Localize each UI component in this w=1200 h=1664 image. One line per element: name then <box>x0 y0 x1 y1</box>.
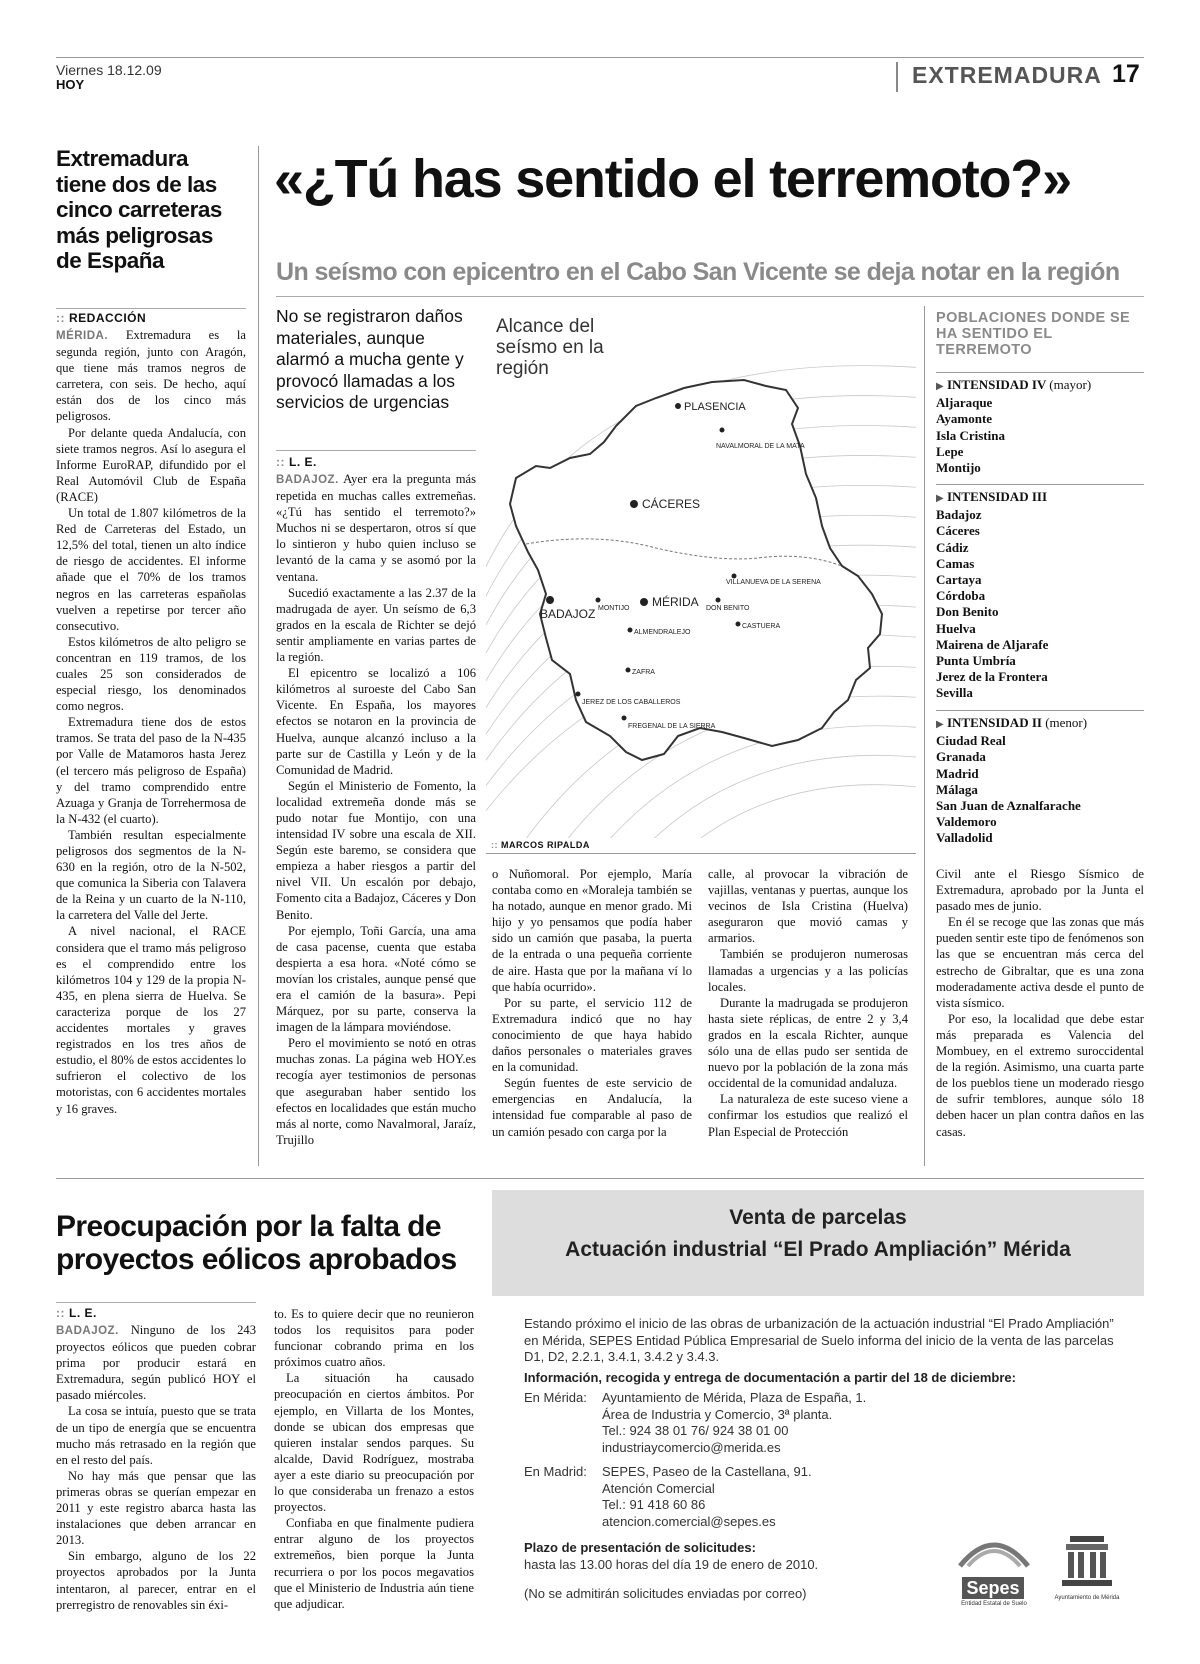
byline-rule <box>56 308 246 309</box>
map-label-jerez: JEREZ DE LOS CABALLEROS <box>582 699 681 706</box>
sepes-logo-icon <box>954 1532 1034 1572</box>
sepes-logo-text: Sepes <box>962 1577 1024 1599</box>
list-item: Aljaraque <box>936 395 993 411</box>
main-body-col4: Civil ante el Riesgo Sísmico de Extremadura, aprobado por la Junta el pasado mes de junio. En él se recoge que las zonas que más pueden sentir este tipo de fenómenos son las que se encuentran más cerca del estrecho de Gibraltar, que es una zona moderadamente activa desde el punto de vista sísmico. Por eso, la localidad que debe estar más preparada es Valencia del Mombuey, en el extremo suroccidental de la región. Asimismo, una cuarta parte de los pueblos tiene un moderado riesgo de sufrir temblores, aunque sólo 18 deben hacer un plan contra daños en las casas. <box>936 867 1144 1139</box>
bottom-article-city: BADAJOZ. <box>56 1325 119 1337</box>
page-number: 17 <box>1112 60 1140 88</box>
byline-rule <box>276 450 476 451</box>
map-label-donbenito: DON BENITO <box>706 605 750 612</box>
city-dot-navalmoral <box>720 428 725 433</box>
ad-intro: Estando próximo el inicio de las obras de urbanización de la actuación industrial “El Prado Ampliación” en Mérida, SEPES Entidad Pública Empresarial de Suelo informa del inicio de la venta de las parcelas D1, D2, 2.2.1, 3.4.1, 3.4.2 y 3.4.3. <box>524 1316 1114 1364</box>
bottom-article-col2: to. Es to quiere decir que no reunieron todos los requisitos para poder funcionar cobrando prima en los próximos cuatro años. La situación ha causado preocupación en ciertos ámbitos. Por ejemplo, en Villarta de los Montes, donde se ubican dos empresas que quieren instalar sendos parques. Su alcalde, David Rodríguez, mostraba ayer a este diario su preocupación por lo que consideraba un frenazo a estos proyectos. Confiaba en que finalmente pudiera entrar alguno de los proyectos extremeños, bien porque la Junta recurriera o por los pocos megavatios que el Ministerio de Industria aún tiene que adjudicar. <box>274 1307 474 1611</box>
list-item: Ayamonte <box>936 411 993 427</box>
bottom-article-col1: BADAJOZ. Ninguno de los 243 proyectos eólicos que pueden cobrar prima por producir estará en Extremadura, según publicó HOY el pasado miércoles. La cosa se intuía, puesto que se trata de un tipo de energía que se encuentra mucho más retrasado en la región que en el resto del país. No hay más que pensar que las primeras obras se querían empezar en 2011 y este registro abarca hasta las instalaciones que deben arrancar en 2013. Sin embargo, alguno de los 22 proyectos aprobados por la Junta intentaron, al parecer, entrar en el prerregistro de renovables sin éxi- <box>56 1323 256 1612</box>
intensity-group-ii: ▶ INTENSIDAD II (menor) Ciudad Real Granada Madrid Málaga San Juan de Aznalfarache Valdemoro Valladolid <box>936 710 1144 847</box>
ad-madrid-label: En Madrid: <box>524 1464 587 1479</box>
map-label-fregenal: FREGENAL DE LA SIERRA <box>628 723 716 730</box>
list-item: Cáceres <box>936 523 980 539</box>
main-deck: No se registraron daños materiales, aunque alarmó a mucha gente y provocó llamadas a los servicios de urgencias <box>276 306 464 412</box>
main-city: BADAJOZ. <box>276 474 339 486</box>
triangle-icon: ▶ <box>936 719 944 730</box>
sepes-logo <box>954 1532 1034 1612</box>
intensity-group-iii: ▶ INTENSIDAD III Badajoz Cáceres Cádiz Camas Cartaya Córdoba Don Benito Huelva Mairena de Aljarafe Punta Umbría Jerez de la Frontera Sevilla <box>936 484 1144 702</box>
populations-title: POBLACIONES DONDE SE HA SENTIDO EL TERREMOTO <box>936 310 1131 358</box>
list-item: Isla Cristina <box>936 427 1005 443</box>
main-body-col2: o Nuñomoral. Por ejemplo, María contaba como en «Moraleja también se ha notado, aunque en menor grado. Mi hijo y yo pensamos que podía haber sido un camión que pasaba, la puerta de la entrada o una pequeña corriente de aire. Hasta que por la mañana ví lo que había ocurrido». Por su parte, el servicio 112 de Extremadura indicó que no hay conocimiento de que haya habido daños personales o materiales graves en la comunidad. Según fuentes de este servicio de emergencias en Andalucía, la intensidad fue comparable al paso de un camión pesado con carga por la <box>492 867 692 1139</box>
newspaper-name: HOY <box>56 77 85 92</box>
merida-council-caption: Ayuntamiento de Mérida <box>1054 1595 1120 1601</box>
column-rule <box>258 146 259 1166</box>
list-item: Montijo <box>936 460 981 476</box>
city-dot-montijo <box>596 598 601 603</box>
main-body-col1: BADAJOZ. Ayer era la pregunta más repetida en muchas calles extremeñas. «¿Tú has sentido el terremoto?» Muchos ni se despertaron, otros sí que lo sintieron y hubo quien incluso se levantó de la cama y se asomó por la ventana. Sucedió exactamente a las 2.37 de la madrugada de ayer. Un seísmo de 6,3 grados en la escala de Richter se dejó sentir ampliamente en varias partes de la región. El epicentro se localizó a 106 kilómetros al suroeste del Cabo San Vicente. En España, los mayores efectos se notaron en la provincia de Huelva, aunque alcanzó incluso a la parte sur de Castilla y León y de la Comunidad de Madrid. Según el Ministerio de Fomento, la localidad extremeña donde más se pudo notar fue Montijo, con una intensidad IV sobre una escala de XII. Según este baremo, se considera que empieza a haber riesgos a partir del nivel VII. Un escalón por debajo, Fomento cita a Badajoz, Cáceres y Don Benito. Por ejemplo, Toñi García, una ama de casa pacense, cuenta que estaba despierta a esa hora. «Noté cómo se movían los cristales, aunque pensé que era el camión de la basura». Pepi Márquez, por su parte, conserva la imagen de la lámpara moviéndose. Pero el movimiento se notó en otras muchas zonas. La página web HOY.es recogía ayer testimonios de personas que aseguraban haber sentido los efectos en localidades que están mucho más al norte, como Navalmoral, Jaraíz, Trujillo <box>276 472 476 1147</box>
list-item: Jerez de la Frontera <box>936 669 1048 685</box>
list-item: Granada <box>936 749 986 765</box>
map-credit: :: MARCOS RIPALDA <box>491 840 590 850</box>
city-dot-zafra <box>626 668 631 673</box>
list-item: Cartaya <box>936 572 982 588</box>
map-label-navalmoral: NAVALMORAL DE LA MATA <box>716 443 805 450</box>
map-label-badajoz: BADAJOZ <box>540 607 596 621</box>
map-label-plasencia: PLASENCIA <box>684 401 746 413</box>
city-dot-castuera <box>736 622 741 627</box>
map-label-almendralejo: ALMENDRALEJO <box>634 629 691 636</box>
ad-merida-email[interactable]: industriaycomercio@merida.es <box>602 1439 781 1455</box>
ad-deadline: hasta las 13.00 horas del día 19 de enero de 2010. <box>524 1557 819 1572</box>
list-item: Huelva <box>936 620 976 636</box>
list-item: Mairena de Aljarafe <box>936 636 1049 652</box>
map-label-merida: MÉRIDA <box>652 595 699 609</box>
earthquake-map <box>486 308 916 854</box>
extremadura-map-graphic <box>486 308 916 854</box>
bottom-article-headline: Preocupación por la falta de proyectos eólicos aprobados <box>56 1210 457 1276</box>
list-item: Punta Umbría <box>936 653 1016 669</box>
city-dot-merida <box>640 598 648 606</box>
map-label-castuera: CASTUERA <box>742 623 781 630</box>
map-label-zafra: ZAFRA <box>632 669 655 676</box>
list-item: Badajoz <box>936 507 982 523</box>
list-item: Córdoba <box>936 588 986 604</box>
list-item: Valdemoro <box>936 814 997 830</box>
ad-madrid-address: SEPES, Paseo de la Castellana, 91. Atención Comercial Tel.: 91 418 60 86 atencion.comercial@sepes.es <box>602 1464 1002 1530</box>
extremadura-outline <box>510 380 882 760</box>
merida-council-logo <box>1052 1532 1122 1612</box>
list-item: Madrid <box>936 765 979 781</box>
section-name: EXTREMADURA <box>912 62 1102 88</box>
main-subheadline: Un seísmo con epicentro en el Cabo San Vicente se deja notar en la región <box>276 258 1120 286</box>
triangle-icon: ▶ <box>936 493 944 504</box>
intensity-group-iv: ▶ INTENSIDAD IV (mayor) Aljaraque Ayamonte Isla Cristina Lepe Montijo <box>936 372 1144 476</box>
side-article-headline: Extremadura tiene dos de las cinco carreteras más peligrosas de España <box>56 146 222 273</box>
city-dot-badajoz <box>546 596 554 604</box>
header-rule <box>56 57 1144 58</box>
ad-subtitle: Actuación industrial “El Prado Ampliación” Mérida <box>565 1238 1071 1261</box>
main-headline: «¿Tú has sentido el terremoto?» <box>274 149 1071 209</box>
city-dot-jerez <box>576 692 581 697</box>
map-title: Alcance del seísmo en la región <box>496 316 604 379</box>
list-item: San Juan de Aznalfarache <box>936 798 1081 814</box>
list-item: Málaga <box>936 781 978 797</box>
city-dot-fregenal <box>622 716 627 721</box>
city-dot-donbenito <box>716 598 721 603</box>
list-item: Sevilla <box>936 685 973 701</box>
list-item: Cádiz <box>936 539 969 555</box>
city-dot-plasencia <box>675 403 681 409</box>
ad-info-heading: Información, recogida y entrega de documentación a partir del 18 de diciembre: <box>524 1370 1016 1385</box>
city-dot-almendralejo <box>628 628 633 633</box>
list-item: Camas <box>936 555 975 571</box>
city-dot-caceres <box>630 500 638 508</box>
merida-crest-icon <box>1052 1532 1122 1590</box>
list-item: Lepe <box>936 443 964 459</box>
list-item: Valladolid <box>936 830 993 846</box>
ad-title: Venta de parcelas <box>729 1206 907 1229</box>
triangle-icon: ▶ <box>936 381 944 392</box>
side-article-byline: :: REDACCIÓN <box>56 311 147 325</box>
header-separator <box>896 62 898 92</box>
sepes-logo-caption: Entidad Estatal de Suelo <box>961 1601 1027 1607</box>
ad-merida-label: En Mérida: <box>524 1390 587 1405</box>
byline-rule <box>56 1302 256 1303</box>
side-article-body: MÉRIDA. Extremadura es la segunda región, junto con Aragón, que tiene más tramos negros de carretera, con seis. De hecho, aquí están dos de los cinco más peligrosos. Por delante queda Andalucía, con siete tramos negros. Así lo asegura el Informe EuroRAP, difundido por el Real Automóvil Club de España (RACE) Un total de 1.807 kilómetros de la Red de Carreteras del Estado, un 12,5% del total, tienen un alto índice de riesgo de accidentes. El informe añade que el 70% de los tramos negros en las carreteras españolas vuelven a repetirse por tercer año consecutivo. Estos kilómetros de alto peligro se concentran en 119 tramos, de los cuales 25 son considerados de especial riesgo, los denominados como negros. Extremadura tiene dos de estos tramos. Se trata del paso de la N-435 por Valle de Matamoros hasta Jerez (el tercero más peligroso de España) y del tramo comprendido entre Azuaga y Granja de Torrehermosa de la N-432 (el cuarto). También resultan especialmente peligrosos dos segmentos de la N-630 en la región, otro de la N-502, que comunica la Siberia con Talavera de la Reina y un cuarto de la N-110, la carretera del Valle del Jerte. A nivel nacional, el RACE considera que el tramo más peligroso es el comprendido entre los kilómetros 104 y 129 de la propia N-435, en plena sierra de Huelva. Se caracteriza porque de los 27 accidentes mortales y graves registrados en los tres años de estudio, el 80% de estos accidentes lo sufrieron el colectivo de los motoristas, con 6 accidentes mortales y 16 graves. <box>56 328 246 1116</box>
main-body-col3: calle, al provocar la vibración de vajillas, ventanas y puertas, aunque los vecinos de Isla Cristina (Huelva) aseguraron que movió camas y armarios. También se produjeron numerosas llamadas a urgencias y a las policías locales. Durante la madrugada se produjeron hasta siete réplicas, de entre 2 y 3,4 grados en la escala Richter, aunque sólo una de ellas pudo ser sentida de nuevo por la población de la zona más occidental de la comunidad andaluza. La naturaleza de este suceso viene a confirmar los estudios que realizó el Plan Especial de Protección <box>708 867 908 1139</box>
ad-madrid-email[interactable]: atencion.comercial@sepes.es <box>602 1513 776 1529</box>
main-byline: :: L. E. <box>276 455 317 469</box>
map-label-caceres: CÁCERES <box>642 497 701 511</box>
ad-merida-address: Ayuntamiento de Mérida, Plaza de España, 1. Área de Industria y Comercio, 3ª planta. Tel.: 924 38 01 76/ 924 38 01 00 industriaycomercio@merida.es <box>602 1390 1002 1456</box>
map-label-montijo: MONTIJO <box>598 605 630 612</box>
map-label-villanueva: VILLANUEVA DE LA SERENA <box>726 579 821 586</box>
side-article-city: MÉRIDA. <box>56 330 109 342</box>
ad-deadline-heading: Plazo de presentación de solicitudes: <box>524 1540 756 1555</box>
list-item: Ciudad Real <box>936 733 1006 749</box>
list-item: Don Benito <box>936 604 999 620</box>
issue-date: Viernes 18.12.09 <box>56 62 162 78</box>
section-divider <box>56 1178 1144 1179</box>
city-dot-villanueva <box>732 574 737 579</box>
bottom-article-byline: :: L. E. <box>56 1306 97 1320</box>
column-rule <box>924 306 925 1166</box>
ad-note: (No se admitirán solicitudes enviadas por correo) <box>524 1586 807 1601</box>
subhead-rule <box>276 296 1144 297</box>
